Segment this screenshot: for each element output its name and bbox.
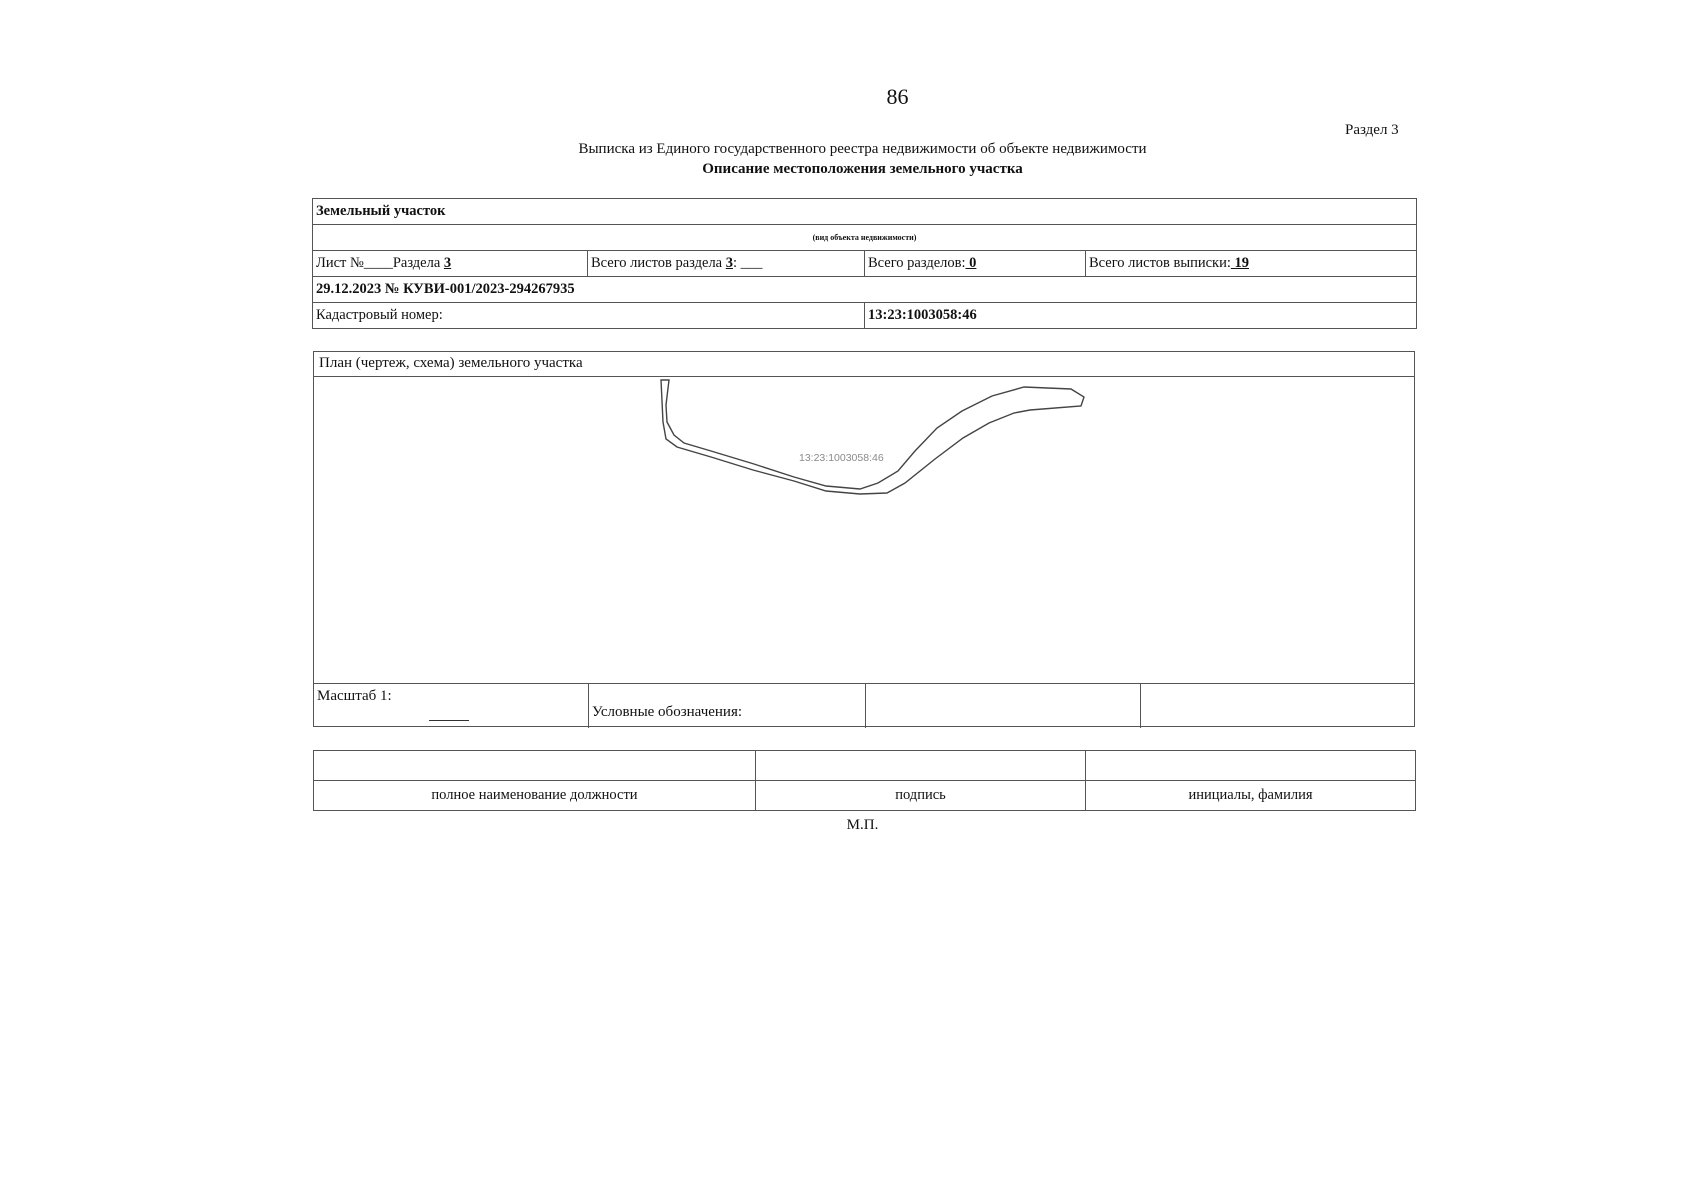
name-caption: инициалы, фамилия [1086,781,1416,811]
date-number: 29.12.2023 № КУВИ-001/2023-294267935 [313,277,1417,303]
legend-label: Условные обозначения: [592,704,743,720]
signature-caption: подпись [756,781,1086,811]
total-sections-label: Всего разделов: [868,255,966,271]
document-title: Выписка из Единого государственного реестра недвижимости об объекте недвижимости [578,141,1147,157]
object-type-caption: (вид объекта недвижимости) [313,225,1417,251]
scale-label: Масштаб 1: [317,688,392,704]
parcel-outline [661,380,1084,494]
parcel-label: 13:23:1003058:46 [799,452,884,464]
position-field [314,751,756,781]
plan-title: План (чертеж, схема) земельного участка [319,355,583,371]
plan-drawing [314,377,1414,682]
section-label: Раздел 3 [1345,122,1399,138]
legend-cell-2 [865,684,866,728]
sheet-section-value: 3 [443,255,452,271]
total-extract-sheets-value: 19 [1230,255,1249,271]
scale-legend-row [314,683,1414,728]
name-field [1086,751,1416,781]
plan-frame [313,351,1415,727]
object-type: Земельный участок [313,199,1417,225]
total-extract-sheets-cell [1086,251,1417,277]
scale-value-blank [429,720,469,721]
cadastral-label: Кадастровый номер: [313,303,865,329]
signature-table [313,750,1416,811]
cadastral-value: 13:23:1003058:46 [865,303,1417,329]
total-sheets-section-cell [588,251,865,277]
page-number: 86 [886,84,909,109]
position-caption: полное наименование должности [314,781,756,811]
stamp-label: М.П. [846,817,879,833]
sheet-number-cell [313,251,588,277]
total-sheets-section-suffix: : ___ [733,255,763,271]
total-sections-cell [865,251,1086,277]
total-sheets-section-label: Всего листов раздела [591,255,723,271]
total-sections-value: 0 [965,255,977,271]
document-subtitle: Описание местоположения земельного участка [702,161,1023,177]
legend-divider [588,684,589,728]
legend-cell-3 [1140,684,1141,728]
header-table [312,198,1417,329]
signature-field [756,751,1086,781]
sheet-number-label: Лист №____Раздела [316,255,441,271]
total-extract-sheets-label: Всего листов выписки: [1089,255,1231,271]
total-sheets-section-value: 3 [725,255,733,271]
